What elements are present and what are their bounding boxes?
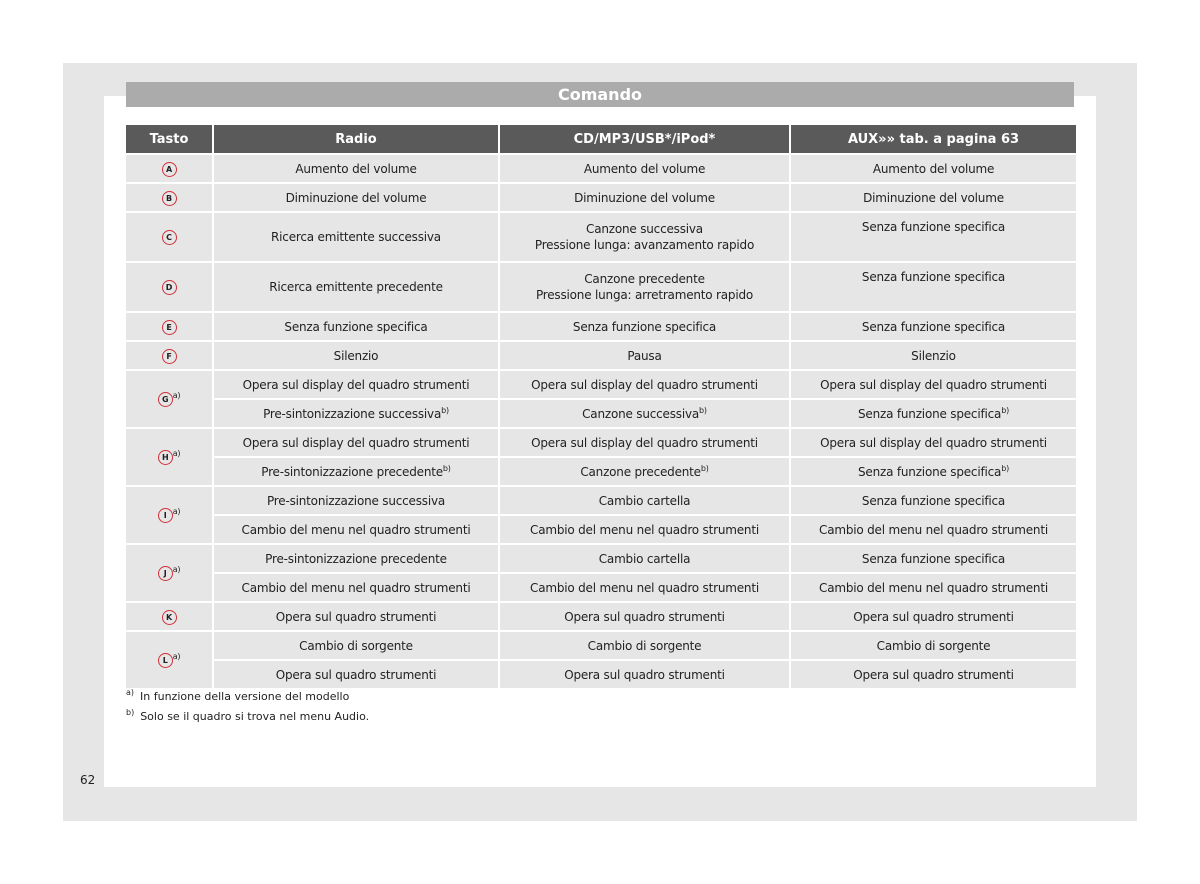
cell-radio: Pre-sintonizzazione precedente$^{b)}$ <box>214 458 498 485</box>
key-b-icon: B <box>162 191 177 206</box>
cell-aux: Silenzio <box>791 342 1076 369</box>
header-cd: CD/MP3/USB*/iPod* <box>500 125 789 153</box>
key-j-icon: J <box>158 566 173 581</box>
key-cell <box>126 184 212 211</box>
key-cell <box>126 429 212 485</box>
cell-cd-line2: Pressione lunga: avanzamento rapido <box>534 238 755 252</box>
key-k-icon: K <box>162 610 177 625</box>
cell-aux: Opera sul quadro strumenti <box>791 661 1076 688</box>
cell-radio: Opera sul quadro strumenti <box>214 603 498 630</box>
cell-cd: Cambio cartella <box>500 487 789 514</box>
table-row <box>126 516 1076 543</box>
table-row <box>126 632 1076 659</box>
cell-aux: Cambio del menu nel quadro strumenti <box>791 574 1076 601</box>
cell-radio: Opera sul quadro strumenti <box>214 661 498 688</box>
cell-cd: Opera sul quadro strumenti <box>500 661 789 688</box>
cell-radio: Senza funzione specifica <box>214 313 498 340</box>
cell-cd: Cambio cartella <box>500 545 789 572</box>
key-cell <box>126 632 212 688</box>
cell-cd: Pausa <box>500 342 789 369</box>
key-cell <box>126 313 212 340</box>
table-row <box>126 263 1076 311</box>
cell-radio: Opera sul display del quadro strumenti <box>214 371 498 398</box>
cell-cd: Canzone successiva$^{b)}$ <box>500 400 789 427</box>
cell-cd: Senza funzione specifica <box>500 313 789 340</box>
header-aux: AUX»» tab. a pagina 63 <box>791 125 1076 153</box>
page-number: 62 <box>80 773 96 787</box>
cell-radio: Cambio del menu nel quadro strumenti <box>214 516 498 543</box>
key-cell <box>126 603 212 630</box>
header-key: Tasto <box>126 125 212 153</box>
header-row <box>126 125 1076 153</box>
cell-cd: Aumento del volume <box>500 155 789 182</box>
table-row <box>126 429 1076 456</box>
cell-radio: Cambio del menu nel quadro strumenti <box>214 574 498 601</box>
cell-cd <box>500 263 789 311</box>
key-i-icon: I <box>158 508 173 523</box>
cell-radio: Opera sul display del quadro strumenti <box>214 429 498 456</box>
cell-cd-line2: Pressione lunga: arretramento rapido <box>535 288 754 302</box>
table-title: Comando <box>126 82 1074 107</box>
cell-aux: Senza funzione specifica <box>791 487 1076 514</box>
key-cell <box>126 342 212 369</box>
cell-aux: Cambio del menu nel quadro strumenti <box>791 516 1076 543</box>
key-cell <box>126 213 212 261</box>
cell-radio: Cambio di sorgente <box>214 632 498 659</box>
cell-cd-line1: Canzone successiva <box>586 222 703 236</box>
cell-aux: Cambio di sorgente <box>791 632 1076 659</box>
key-cell <box>126 487 212 543</box>
key-l-icon: L <box>158 653 173 668</box>
key-c-icon: C <box>162 230 177 245</box>
key-cell <box>126 545 212 601</box>
header-radio: Radio <box>214 125 498 153</box>
cell-aux: Senza funzione specifica <box>791 213 1076 261</box>
cell-aux: Aumento del volume <box>791 155 1076 182</box>
cell-cd: Diminuzione del volume <box>500 184 789 211</box>
table-row <box>126 342 1076 369</box>
table-row <box>126 458 1076 485</box>
cell-aux: Senza funzione specifica$^{b)}$ <box>791 400 1076 427</box>
key-cell <box>126 263 212 311</box>
key-e-icon: E <box>162 320 177 335</box>
cell-cd: Opera sul quadro strumenti <box>500 603 789 630</box>
cell-aux: Senza funzione specifica$^{b)}$ <box>791 458 1076 485</box>
cell-radio: Silenzio <box>214 342 498 369</box>
cell-cd-line1: Canzone precedente <box>584 272 705 286</box>
cell-aux: Opera sul quadro strumenti <box>791 603 1076 630</box>
cell-radio: Pre-sintonizzazione successiva$^{b)}$ <box>214 400 498 427</box>
key-h-icon: H <box>158 450 173 465</box>
cell-radio: Pre-sintonizzazione precedente <box>214 545 498 572</box>
cell-cd: Cambio del menu nel quadro strumenti <box>500 574 789 601</box>
cell-radio: Aumento del volume <box>214 155 498 182</box>
footnote-a: $^{a)}$ In funzione della versione del modello <box>126 688 350 703</box>
cell-radio: Ricerca emittente successiva <box>214 213 498 261</box>
cell-radio: Ricerca emittente precedente <box>214 263 498 311</box>
cell-radio: Pre-sintonizzazione successiva <box>214 487 498 514</box>
table-row <box>126 371 1076 398</box>
cell-cd: Opera sul display del quadro strumenti <box>500 371 789 398</box>
table-row <box>126 603 1076 630</box>
cell-cd <box>500 213 789 261</box>
cell-cd: Cambio di sorgente <box>500 632 789 659</box>
table-row <box>126 574 1076 601</box>
command-table <box>124 123 1078 690</box>
cell-aux: Senza funzione specifica <box>791 545 1076 572</box>
table-row <box>126 487 1076 514</box>
table-row <box>126 545 1076 572</box>
cell-radio: Diminuzione del volume <box>214 184 498 211</box>
footnotes <box>126 690 369 730</box>
cell-cd: Opera sul display del quadro strumenti <box>500 429 789 456</box>
cell-aux: Opera sul display del quadro strumenti <box>791 371 1076 398</box>
cell-aux: Senza funzione specifica <box>791 313 1076 340</box>
footnote-mark: a) <box>172 507 181 516</box>
cell-aux: Opera sul display del quadro strumenti <box>791 429 1076 456</box>
footnote-mark: a) <box>172 565 181 574</box>
cell-aux: Senza funzione specifica <box>791 263 1076 311</box>
key-a-icon: A <box>162 162 177 177</box>
table-row <box>126 313 1076 340</box>
table-row <box>126 184 1076 211</box>
key-cell <box>126 155 212 182</box>
table-row <box>126 661 1076 688</box>
key-f-icon: F <box>162 349 177 364</box>
key-g-icon: G <box>158 392 173 407</box>
footnote-b: $^{b)}$ Solo se il quadro si trova nel menu Audio. <box>126 708 370 723</box>
table-row <box>126 155 1076 182</box>
footnote-mark: a) <box>172 391 181 400</box>
footnote-mark: a) <box>172 652 181 661</box>
cell-cd: Cambio del menu nel quadro strumenti <box>500 516 789 543</box>
cell-aux: Diminuzione del volume <box>791 184 1076 211</box>
footnote-mark: a) <box>172 449 181 458</box>
key-d-icon: D <box>162 280 177 295</box>
cell-cd: Canzone precedente$^{b)}$ <box>500 458 789 485</box>
table-row <box>126 400 1076 427</box>
key-cell <box>126 371 212 427</box>
table-row <box>126 213 1076 261</box>
